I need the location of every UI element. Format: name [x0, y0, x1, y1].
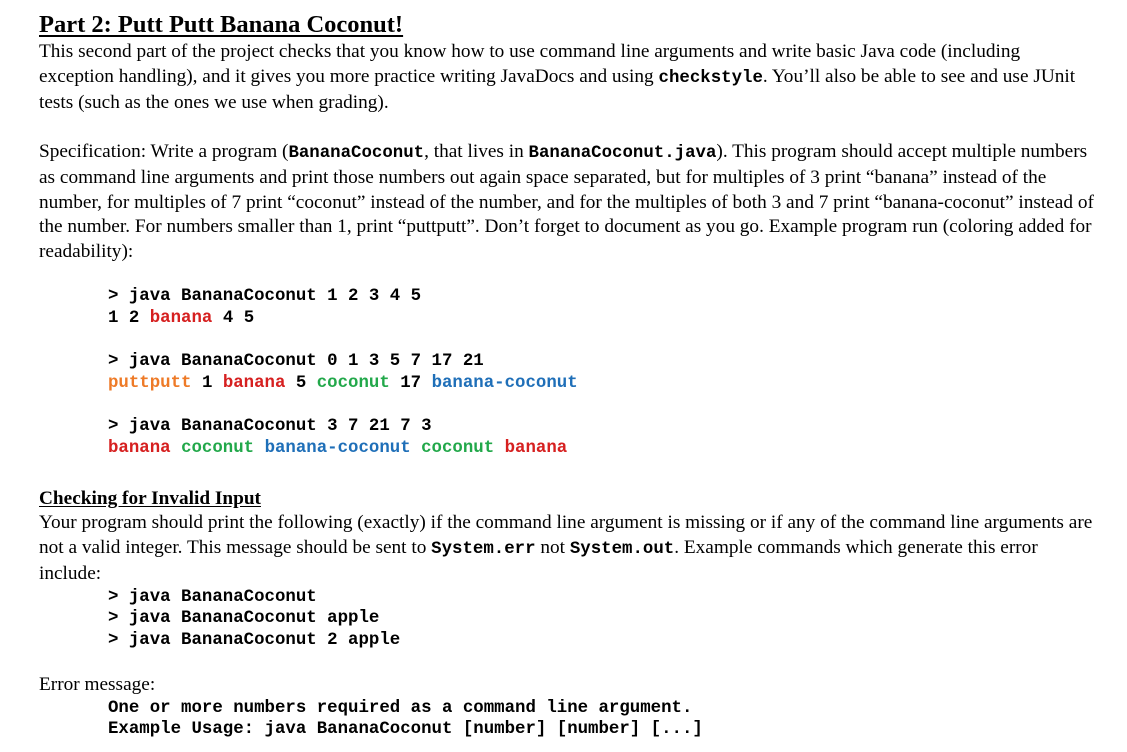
output-token-banana: banana: [149, 308, 213, 328]
error-message-line: Example Usage: java BananaCoconut [number] [number] [...]: [108, 720, 703, 739]
example-run-2: [108, 351, 1099, 394]
invalid-command: > java BananaCoconut: [108, 587, 317, 607]
example-output: [108, 308, 1099, 330]
output-token-banana: banana: [504, 438, 568, 458]
invalid-input-paragraph: [39, 511, 1099, 587]
spec-code-classname: BananaCoconut: [288, 143, 425, 163]
invalid-command: > java BananaCoconut 2 apple: [108, 630, 401, 650]
output-token-plain: 1: [108, 308, 119, 328]
output-token-plain: 1: [201, 373, 213, 393]
intro-text-1: This second part of the project checks that you know how to use command line arguments and write basic Java code (including exception handling), and it gives you more practice writing JavaDocs and using: [39, 41, 1021, 87]
output-token-coconut: coconut: [316, 373, 390, 393]
example-run-1: [108, 286, 1099, 329]
output-token-banana-coconut: banana-coconut: [431, 373, 578, 393]
output-token-coconut: coconut: [181, 438, 255, 458]
invalid-command: > java BananaCoconut apple: [108, 609, 380, 628]
invalid-code-system-err: System.err: [431, 539, 536, 559]
output-token-plain: 17: [400, 373, 422, 393]
error-message-block: [108, 698, 1099, 741]
error-message-label: Error message:: [39, 674, 156, 695]
output-token-plain: 5: [295, 373, 307, 393]
example-run-3: [108, 416, 1099, 459]
invalid-command-list: [108, 587, 1099, 652]
example-command: > java BananaCoconut 0 1 3 5 7 17 21: [108, 352, 484, 371]
output-token-puttputt: puttputt: [108, 373, 192, 393]
example-output: [108, 438, 1099, 460]
example-runs: [39, 286, 1099, 459]
invalid-code-system-out: System.out: [569, 539, 675, 559]
example-command: > java BananaCoconut 3 7 21 7 3: [108, 417, 432, 436]
document-page: [39, 10, 1099, 741]
spec-text-1: Specification: Write a program (: [39, 140, 289, 162]
output-token-plain: 4: [222, 308, 234, 328]
invalid-text-2: not: [535, 536, 570, 558]
output-token-banana: banana: [108, 438, 171, 458]
specification-paragraph: [39, 140, 1099, 265]
output-token-coconut: coconut: [421, 438, 495, 458]
invalid-text-3: . Example commands which generate this error include:: [39, 536, 1038, 584]
spec-code-filename: BananaCoconut.java: [528, 143, 717, 163]
example-output: [108, 373, 1099, 395]
page-title: Part 2: Putt Putt Banana Coconut!: [39, 11, 404, 38]
output-token-banana: banana: [222, 373, 286, 393]
intro-paragraph: [39, 40, 1099, 116]
intro-text-2: . You’ll also be able to see and use JUnit tests (such as the ones we use when grading).: [39, 65, 1076, 113]
intro-code-checkstyle: checkstyle: [658, 68, 763, 88]
example-command: > java BananaCoconut 1 2 3 4 5: [108, 287, 422, 306]
output-token-plain: 2: [128, 308, 140, 328]
error-message-line: One or more numbers required as a command line argument.: [108, 698, 693, 718]
spec-text-3: ). This program should accept multiple numbers as command line arguments and print those numbers out again space separated, but for multiples of 3 print “banana” instead of the number, for multiples of 7 print “coconut” instead of the number, and for the multiples of both 3 and 7 print “banana-coconut” instead of the number. For numbers smaller than 1, print “puttputt”. Don’t forget to document as you go. Example program run (coloring added for readability):: [39, 140, 1094, 262]
invalid-input-heading: Checking for Invalid Input: [39, 488, 261, 509]
spec-text-2: , that lives in: [424, 140, 529, 162]
output-token-plain: 5: [243, 308, 255, 328]
output-token-banana-coconut: banana-coconut: [264, 438, 411, 458]
invalid-text-1: Your program should print the following (exactly) if the command line argument is missing or if any of the command line arguments are not a valid integer. This message should be sent to: [39, 512, 1093, 558]
